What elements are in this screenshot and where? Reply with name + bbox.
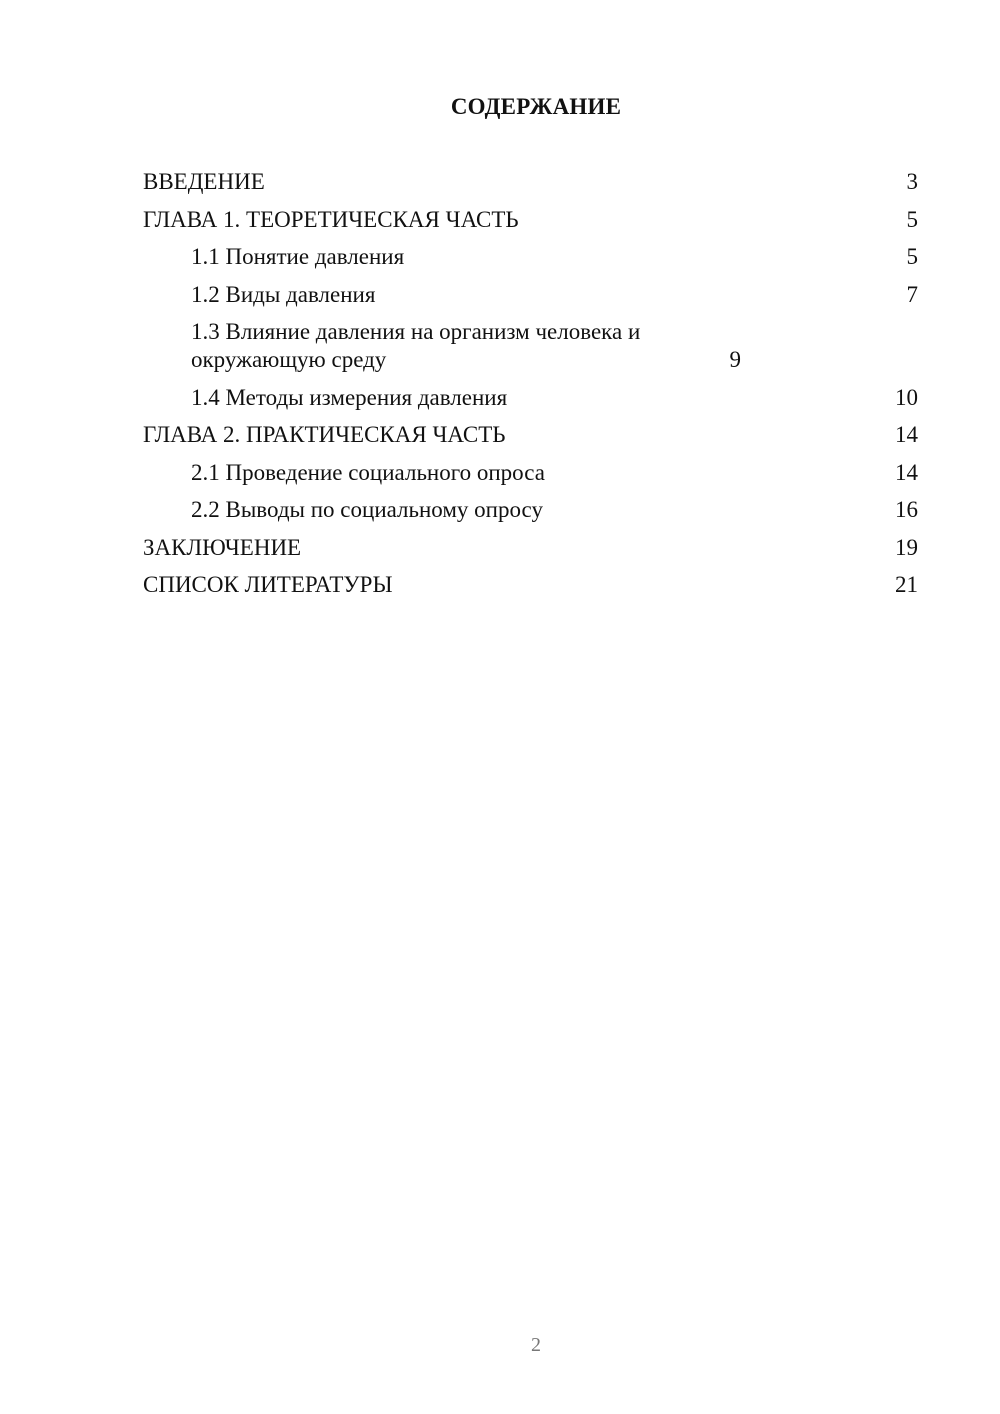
toc-entry-references[interactable]	[143, 571, 918, 599]
toc-entry-conclusion[interactable]	[143, 534, 918, 562]
toc-entry-label: ВВЕДЕНИЕ	[143, 169, 265, 194]
toc-entry-label: ГЛАВА 1. ТЕОРЕТИЧЕСКАЯ ЧАСТЬ	[143, 206, 519, 232]
toc-entry-section-1-2[interactable]	[143, 281, 918, 309]
toc-entry-label: 1.2 Виды давления	[191, 281, 376, 307]
toc-entry-page: 14	[895, 422, 918, 447]
toc-entry-label: СПИСОК ЛИТЕРАТУРЫ	[143, 572, 393, 597]
toc-entry-label: 2.2 Выводы по социальному опросу	[191, 497, 543, 522]
toc-entry-section-1-1[interactable]	[143, 243, 918, 271]
toc-entry-label: 1.3 Влияние давления на организм человека и окружающую среду	[191, 319, 641, 372]
toc-entry-page: 21	[895, 572, 918, 597]
toc-entry-page: 10	[895, 384, 918, 410]
toc-entry-section-2-1[interactable]	[143, 459, 918, 487]
toc-entry-label: ГЛАВА 2. ПРАКТИЧЕСКАЯ ЧАСТЬ	[143, 422, 506, 447]
toc-entry-label: ЗАКЛЮЧЕНИЕ	[143, 534, 302, 560]
toc-entry-introduction[interactable]	[143, 168, 918, 196]
toc-entry-label: 1.4 Методы измерения давления	[191, 384, 508, 410]
toc-entry-page: 5	[906, 206, 918, 232]
toc-entry-section-1-3[interactable]	[143, 318, 918, 374]
toc-entry-page: 16	[895, 497, 918, 522]
toc-entry-section-2-2[interactable]	[143, 496, 918, 524]
toc-entry-page: 19	[895, 534, 918, 560]
toc-entry-chapter-2[interactable]	[143, 421, 918, 449]
toc-entry-page: 5	[906, 244, 918, 269]
toc-title: СОДЕРЖАНИЕ	[450, 94, 622, 119]
table-of-contents	[143, 168, 918, 609]
toc-entry-page: 14	[895, 459, 918, 485]
toc-entry-label: 1.1 Понятие давления	[191, 244, 405, 269]
page-number: 2	[531, 1334, 541, 1356]
toc-entry-section-1-4[interactable]	[143, 384, 918, 412]
toc-entry-page: 9	[729, 347, 741, 372]
toc-entry-page: 3	[906, 169, 918, 194]
toc-entry-chapter-1[interactable]	[143, 206, 918, 234]
toc-entry-page: 7	[906, 281, 918, 307]
toc-entry-label: 2.1 Проведение социального опроса	[191, 459, 545, 485]
